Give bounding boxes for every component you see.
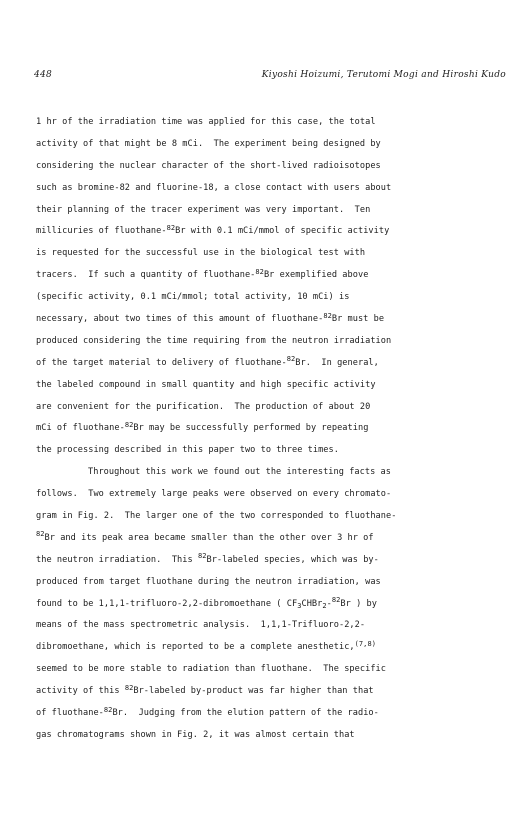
- text-run: activity of this: [36, 686, 125, 697]
- text-line: [36, 703, 508, 725]
- text-line: such as bromine-82 and fluorine-18, a close contact with users about: [36, 182, 392, 193]
- text-run: of fluothane-: [36, 708, 104, 719]
- superscript: 82: [124, 683, 134, 692]
- subscript: 2: [322, 601, 327, 610]
- text-line: (specific activity, 0.1 mCi/mmol; total activity, 10 mCi) is: [36, 292, 350, 303]
- text-run: millicuries of fluothane-: [36, 226, 167, 237]
- superscript: 82: [286, 355, 296, 364]
- subscript: 3: [297, 601, 302, 610]
- running-head: Kiyoshi Hoizumi, Terutomi Mogi and Hiroshi Kudo: [261, 70, 506, 80]
- superscript: 82: [323, 311, 332, 320]
- text-line: follows. Two extremely large peaks were observed on every chromato-: [36, 489, 392, 500]
- text-run: dibromoethane, which is reported to be a complete anesthetic,: [36, 642, 355, 653]
- text-run: Br may be successfully performed by repeating: [133, 423, 369, 434]
- superscript: 82: [103, 705, 113, 714]
- text-run: of the target material to delivery of fluothane-: [36, 357, 287, 368]
- text-line: [36, 418, 508, 440]
- text-run: the neutron irradiation. This: [36, 554, 198, 565]
- text-line: gram in Fig. 2. The larger one of the two corresponded to fluothane-: [36, 511, 397, 522]
- text-run: Br exemplified above: [263, 270, 369, 281]
- text-run: Br. Judging from the elution pattern of the radio-: [112, 708, 379, 719]
- text-line: 1 hr of the irradiation time was applied for this case, the total: [36, 117, 376, 127]
- text-run: -: [326, 598, 332, 609]
- text-line: [36, 353, 508, 375]
- text-run: Br. In general,: [295, 357, 379, 368]
- text-line: produced from target fluothane during the neutron irradiation, was: [36, 576, 381, 587]
- text-run: Throughout this work we found out the interesting facts as: [88, 467, 391, 478]
- superscript: 82: [36, 530, 45, 539]
- superscript: 82: [166, 223, 176, 232]
- text-line: [36, 528, 508, 550]
- text-run: tracers. If such a quantity of fluothane-: [36, 270, 256, 281]
- text-run: Br with 0.1 mCi/mmol of specific activity: [175, 226, 390, 237]
- text-line: considering the nuclear character of the short-lived radioisotopes: [36, 160, 381, 171]
- text-run: Br ) by: [340, 598, 377, 609]
- text-line: are convenient for the purification. The production of about 20: [36, 401, 371, 412]
- text-line: [36, 462, 508, 484]
- text-line: the processing described in this paper two to three times.: [36, 445, 339, 456]
- reference-superscript: (7,8): [354, 639, 376, 648]
- text-line: is requested for the successful use in the biological test with: [36, 248, 366, 259]
- text-line: [36, 550, 508, 572]
- body-text: [36, 112, 508, 747]
- text-line: their planning of the tracer experiment was very important. Ten: [36, 204, 371, 215]
- text-line: [36, 594, 508, 616]
- text-run: Br must be: [331, 314, 385, 325]
- text-line: [36, 681, 508, 703]
- text-line: [36, 265, 508, 287]
- text-line: seemed to be more stable to radiation than fluothane. The specific: [36, 664, 386, 675]
- text-line: [36, 221, 508, 243]
- text-run: found to be 1,1,1-trifluoro-2,2-dibromoethane ( CF: [36, 598, 298, 609]
- text-run: necessary, about two times of this amount of fluothane-: [36, 314, 324, 325]
- text-run: CHBr: [301, 598, 323, 609]
- text-run: Br-labeled species, which was by-: [206, 554, 379, 565]
- text-line: gas chromatograms shown in Fig. 2, it was almost certain that: [36, 729, 355, 740]
- text-line: produced considering the time requiring from the neutron irradiation: [36, 335, 392, 346]
- text-line: the labeled compound in small quantity and high specific activity: [36, 379, 376, 390]
- superscript: 82: [124, 420, 134, 429]
- text-run: mCi of fluothane-: [36, 423, 125, 434]
- superscript: 82: [197, 552, 207, 561]
- superscript: 82: [331, 596, 341, 605]
- text-line: [36, 309, 508, 331]
- paragraph: [36, 112, 508, 462]
- page-number: 448: [34, 70, 53, 80]
- superscript: 82: [255, 267, 264, 276]
- text-line: means of the mass spectrometric analysis. 1,1,1-Trifluoro-2,2-: [36, 620, 366, 631]
- text-run: Br and its peak area became smaller than the other over 3 hr of: [44, 532, 374, 543]
- text-line: activity of that might be 8 mCi. The experiment being designed by: [36, 138, 381, 149]
- text-run: Br-labeled by-product was far higher than that: [133, 686, 374, 697]
- text-line: [36, 637, 508, 659]
- paragraph: [36, 462, 508, 747]
